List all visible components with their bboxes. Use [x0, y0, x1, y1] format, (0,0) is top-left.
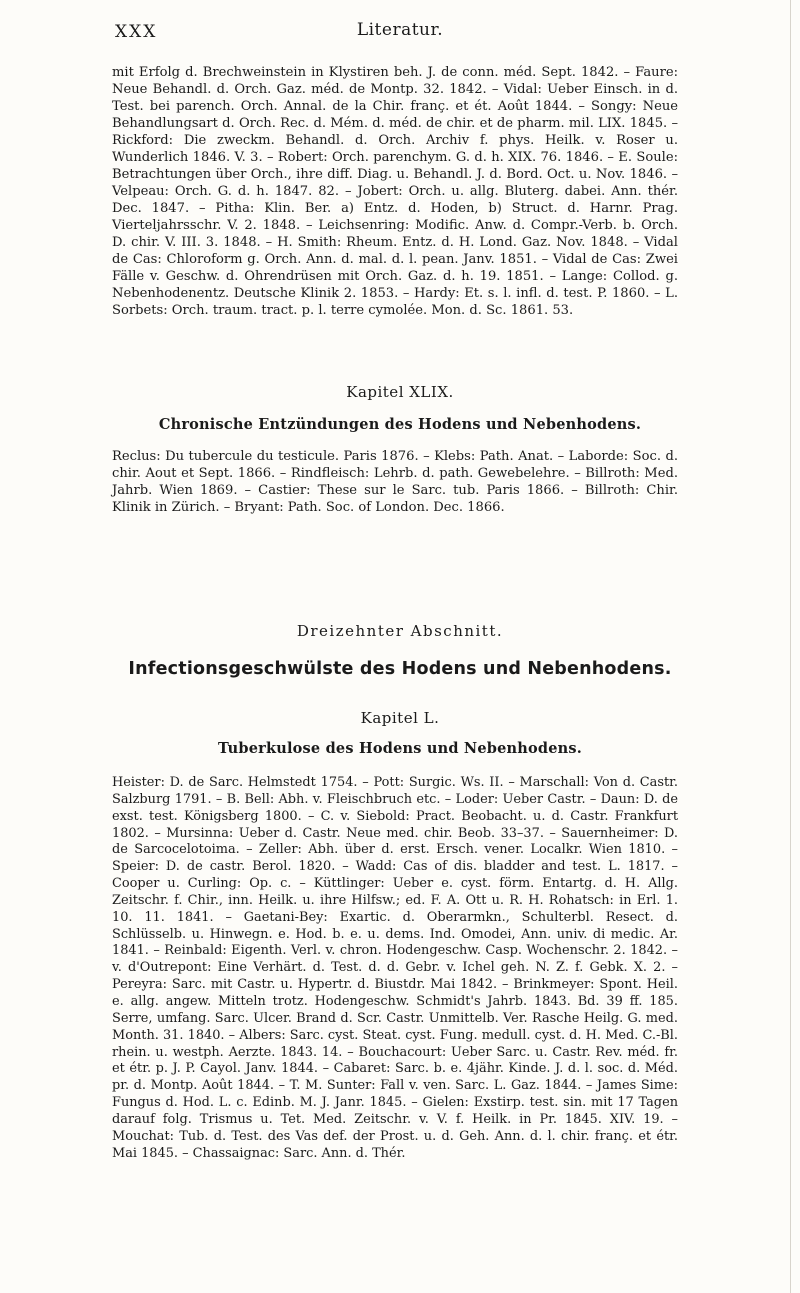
- chapter-50-references-text: Heister: D. de Sarc. Helmstedt 1754. – Pott: Surgic. Ws. II. – Marschall: Von d. Castr. Salzburg 1791. – B. Bell: Abh. v. Fleischbruch etc. – Loder: Ueber Castr. – Daun: D. de exst. test. Königsberg 1800. – C. v. Siebold: Pract. Beobacht. u. d. Castr. Frankfurt 1802. – Mursinna: Ueber d. Castr. Neue med. chir. Beob. 33–37. – Sauernheimer: D. de Sarcocelotoima. – Zeller: Abh. über d. erst. Ersch. vener. Localkr. Wien 1810. – Speier: D. de castr. Berol. 1820. – Wadd: Cas of dis. bladder and test. L. 1817. – Cooper u. Curling: Op. c. – Küttlinger: Ueber e. cyst. förm. Entartg. d. H. Allg. Zeitschr. f. Chir., inn. Heilk. u. ihre Hilfsw.; ed. F. A. Ott u. R. H. Rohatsch: in Erl. 1. 10. 11. 1841. – Gaetani-Bey: Exartic. d. Oberarmkn., Schulterbl. Resect. d. Schlüsselb. u. Hinwegn. e. Hod. b. e. u. dems. Ind. Omodei, Ann. univ. di medic. Ar. 1841. – Reinbald: Eigenth. Verl. v. chron. Hodengeschw. Casp. Wochenschr. 2. 1842. – v. d'Outrepont: Eine Verhärt. d. Test. d. d. Gebr. v. Ichel geh. N. Z. f. Gebk. X. 2. – Pereyra: Sarc. mit Castr. u. Hypertr. d. Biustdr. Mai 1842. – Brinkmeyer: Spont. Heil. e. allg. angew. Mitteln trotz. Hodengeschw. Schmidt's Jahrb. 1843. Bd. 39 ff. 185. Serre, umfang. Sarc. Ulcer. Brand d. Scr. Castr. Unmittelb. Ver. Rasche Heilg. G. med. Month. 31. 1840. – Albers: Sarc. cyst. Steat. cyst. Fung. medull. cyst. d. H. Med. C.-Bl. rhein. u. westph. Aerzte. 1843. 14. – Bouchacourt: Ueber Sarc. u. Castr. Rev. méd. fr. et étr. p. J. P. Cayol. Janv. 1844. – Cabaret: Sarc. b. e. 4jähr. Kinde. J. d. l. soc. d. Méd. pr. d. Montp. Août 1844. – T. M. Sunter: Fall v. ven. Sarc. L. Gaz. 1844. – James Sime: Fungus d. Hod. L. c. Edinb. M. J. Janr. 1845. – Gielen: Exstirp. test. sin. mit 17 Tagen darauf folg. Trismus u. Tet. Med. Zeitschr. v. V. f. Heilk. in Pr. 1845. XIV. 19. – Mouchat: Tub. d. Test. des Vas def. der Prost. u. d. Geh. Ann. d. l. chir. franç. et étr. Mai 1845. – Chassaignac: Sarc. Ann. d. Thér.: [112, 775, 678, 1161]
- chapter-50-title: Tuberkulose des Hodens und Nebenhodens.: [217, 740, 583, 757]
- section-title: Infectionsgeschwülste des Hodens und Nebenhodens.: [128, 659, 672, 679]
- chapter-49-title: Chronische Entzündungen des Hodens und Nebenhodens.: [158, 416, 642, 433]
- chapter-49-references-text: Reclus: Du tubercule du testicule. Paris 1876. – Klebs: Path. Anat. – Laborde: Soc. d. chir. Aout et Sept. 1866. – Rindfleisch: Lehrb. d. path. Gewebelehre. – Billroth: Med. Jahrb. Wien 1869. – Castier: These sur le Sarc. tub. Paris 1866. – Billroth: Chir. Klinik in Zürich. – Bryant: Path. Soc. of London. Dec. 1866.: [112, 449, 678, 515]
- top-references-block: [112, 64, 678, 319]
- chapter-50-heading: Kapitel L.: [360, 709, 440, 727]
- chapter-49-references-block: [112, 448, 678, 516]
- chapter-50-references-block: [112, 775, 678, 1162]
- section-heading: Dreizehnter Abschnitt.: [296, 622, 504, 640]
- page-edge-line: [790, 0, 791, 1293]
- top-references-text: mit Erfolg d. Brechweinstein in Klystiren beh. J. de conn. méd. Sept. 1842. – Faure: Neue Behandl. d. Orch. Gaz. méd. de Montp. 32. 1842. – Vidal: Ueber Einsch. in d. Test. bei parench. Orch. Annal. de la Chir. franç. et ét. Août 1844. – Songy: Neue Behandlungsart d. Orch. Rec. d. Mém. d. méd. de chir. et de pharm. mil. LIX. 1845. – Rickford: Die zweckm. Behandl. d. Orch. Archiv f. phys. Heilk. v. Roser u. Wunderlich 1846. V. 3. – Robert: Orch. parenchym. G. d. h. XIX. 76. 1846. – E. Soule: Betrachtungen über Orch., ihre diff. Diag. u. Behandl. J. d. Bord. Oct. u. Nov. 1846. – Velpeau: Orch. G. d. h. 1847. 82. – Jobert: Orch. u. allg. Bluterg. dabei. Ann. thér. Dec. 1847. – Pitha: Klin. Ber. a) Entz. d. Hoden, b) Struct. d. Harnr. Prag. Vierteljahrsschr. V. 2. 1848. – Leichsenring: Modific. Anw. d. Compr.-Verb. b. Orch. D. chir. V. III. 3. 1848. – H. Smith: Rheum. Entz. d. H. Lond. Gaz. Nov. 1848. – Vidal de Cas: Chloroform g. Orch. Ann. d. mal. d. l. pean. Janv. 1851. – Vidal de Cas: Zwei Fälle v. Geschw. d. Ohrendrüsen mit Orch. Gaz. d. h. 19. 1851. – Lange: Collod. g. Nebenhodenentz. Deutsche Klinik 2. 1853. – Hardy: Et. s. l. infl. d. test. P. 1860. – L. Sorbets: Orch. traum. tract. p. l. terre cymolée. Mon. d. Sc. 1861. 53.: [112, 65, 678, 318]
- chapter-49-heading: Kapitel XLIX.: [346, 383, 454, 401]
- page-number: XXX: [115, 22, 158, 42]
- running-header-title: Literatur.: [356, 20, 444, 40]
